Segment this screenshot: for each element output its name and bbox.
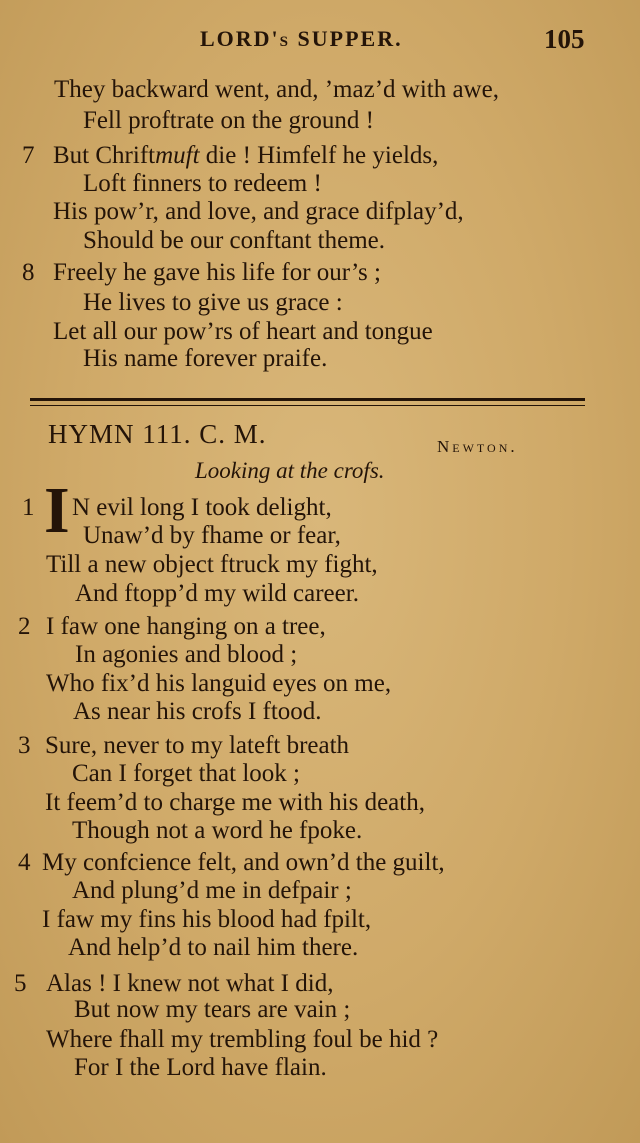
verse-number: 3 xyxy=(18,732,31,759)
verse-line: Freely he gave his life for our’s ; xyxy=(53,259,381,286)
verse-line: His pow’r, and love, and grace difplay’d, xyxy=(53,198,464,225)
verse-line: Though not a word he fpoke. xyxy=(72,817,363,844)
verse-number: 1 xyxy=(22,494,35,521)
verse-line: And help’d to nail him there. xyxy=(68,934,359,961)
verse-line: My confcience felt, and own’d the guilt, xyxy=(42,849,445,876)
verse-line: Should be our conftant theme. xyxy=(83,227,386,254)
verse-line: Alas ! I knew not what I did, xyxy=(46,970,334,997)
page-number: 105 xyxy=(544,24,585,54)
verse-line: They backward went, and, ’maz’d with awe, xyxy=(54,76,499,103)
verse-line: But now my tears are vain ; xyxy=(74,996,351,1023)
verse-number: 4 xyxy=(18,849,31,876)
verse-line: Fell proftrate on the ground ! xyxy=(83,107,374,134)
verse-line: In agonies and blood ; xyxy=(75,641,298,668)
verse-line: Let all our pow’rs of heart and tongue xyxy=(53,318,433,345)
verse-number: 7 xyxy=(22,142,35,169)
verse-line: Who fix’d his languid eyes on me, xyxy=(46,670,392,697)
running-head: LORD's SUPPER. xyxy=(200,26,403,51)
verse-line: As near his crofs I ftood. xyxy=(73,698,322,725)
verse-number: 5 xyxy=(14,970,27,997)
verse-line: For I the Lord have flain. xyxy=(74,1054,327,1081)
verse-line: And plung’d me in defpair ; xyxy=(72,877,352,904)
verse-line: Where fhall my trembling foul be hid ? xyxy=(46,1026,439,1053)
verse-line: I faw my fins his blood had fpilt, xyxy=(42,906,372,933)
verse-line: He lives to give us grace : xyxy=(83,289,343,316)
verse-line: N evil long I took delight, xyxy=(72,494,332,521)
verse-line: Unaw’d by fhame or fear, xyxy=(83,522,341,549)
verse-number: 8 xyxy=(22,259,35,286)
verse-line: I faw one hanging on a tree, xyxy=(46,613,326,640)
verse-line: Loft finners to redeem ! xyxy=(83,170,322,197)
verse-line: But Chriftmuft die ! Himfelf he yields, xyxy=(53,142,439,169)
verse-line: Sure, never to my lateft breath xyxy=(45,732,350,759)
verse-number: 2 xyxy=(18,613,31,640)
verse-line: And ftopp’d my wild career. xyxy=(75,580,359,607)
verse-line: Till a new object ftruck my fight, xyxy=(46,551,378,578)
hymn-title: HYMN 111. C. M. xyxy=(48,419,267,449)
drop-cap: I xyxy=(44,474,70,547)
section-divider xyxy=(30,398,585,406)
verse-line: Can I forget that look ; xyxy=(72,760,300,787)
hymn-subtitle: Looking at the crofs. xyxy=(195,458,385,483)
verse-line: His name forever praife. xyxy=(83,345,328,372)
verse-line: It feem’d to charge me with his death, xyxy=(45,789,425,816)
hymn-author: Newton. xyxy=(437,437,518,456)
